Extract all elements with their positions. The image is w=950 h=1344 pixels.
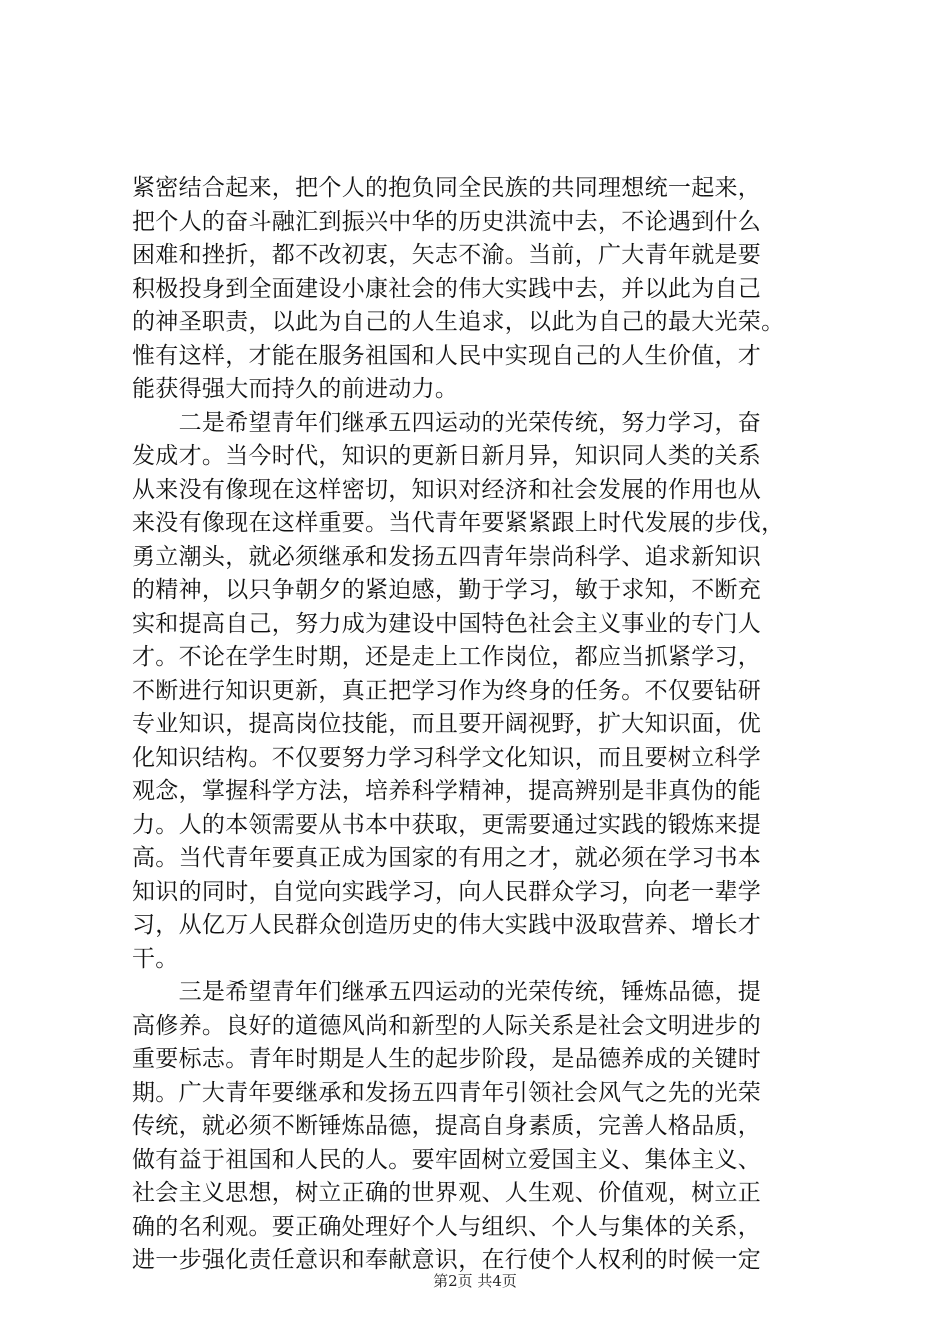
text-line: 高修养。良好的道德风尚和新型的人际关系是社会文明进步的 [132, 1012, 762, 1039]
text-line: 专业知识，提高岗位技能，而且要开阔视野，扩大知识面，优 [132, 711, 762, 737]
text-line: 不断进行知识更新，真正把学习作为终身的任务。不仅要钻研 [132, 677, 762, 704]
text-line: 勇立潮头，就必须继承和发扬五四青年崇尚科学、追求新知识 [132, 543, 762, 570]
text-line: 困难和挫折，都不改初衷，矢志不渝。当前，广大青年就是要 [132, 242, 762, 268]
text-line: 实和提高自己，努力成为建设中国特色社会主义事业的专门人 [132, 610, 762, 637]
text-line: 紧密结合起来，把个人的抱负同全民族的共同理想统一起来， [132, 175, 762, 201]
document-body [132, 172, 832, 1278]
text-line: 重要标志。青年时期是人生的起步阶段，是品德养成的关键时 [132, 1046, 762, 1072]
page-footer: 第2页 共4页 [433, 1272, 517, 1290]
text-line: 期。广大青年要继承和发扬五四青年引领社会风气之先的光荣 [132, 1079, 762, 1106]
text-line: 干。 [132, 945, 179, 972]
text-line: 从来没有像现在这样密切，知识对经济和社会发展的作用也从 [132, 476, 762, 503]
text-line: 把个人的奋斗融汇到振兴中华的历史洪流中去，不论遇到什么 [132, 208, 762, 235]
text-line: 二是希望青年们继承五四运动的光荣传统，努力学习，奋 [132, 409, 762, 436]
text-line: 的神圣职责，以此为自己的人生追求，以此为自己的最大光荣。 [132, 309, 785, 335]
text-line: 惟有这样，才能在服务祖国和人民中实现自己的人生价值，才 [132, 342, 762, 369]
text-line: 传统，就必须不断锤炼品德，提高自身素质，完善人格品质， [132, 1113, 762, 1139]
text-line: 能获得强大而持久的前进动力。 [132, 376, 459, 402]
text-line: 来没有像现在这样重要。当代青年要紧紧跟上时代发展的步伐， [132, 510, 785, 536]
text-line: 进一步强化责任意识和奉献意识，在行使个人权利的时候一定 [132, 1247, 762, 1273]
text-line: 观念，掌握科学方法，培养科学精神，提高辨别是非真伪的能 [132, 778, 762, 804]
text-line: 才。不论在学生时期，还是走上工作岗位，都应当抓紧学习， [132, 644, 762, 670]
text-line: 力。人的本领需要从书本中获取，更需要通过实践的锻炼来提 [132, 811, 762, 838]
text-line: 发成才。当今时代，知识的更新日新月异，知识同人类的关系 [132, 443, 762, 469]
text-line: 积极投身到全面建设小康社会的伟大实践中去，并以此为自己 [132, 275, 762, 302]
text-line: 做有益于祖国和人民的人。要牢固树立爱国主义、集体主义、 [132, 1146, 762, 1173]
text-line: 化知识结构。不仅要努力学习科学文化知识，而且要树立科学 [132, 744, 762, 771]
text-line: 习，从亿万人民群众创造历史的伟大实践中汲取营养、增长才 [132, 912, 762, 938]
text-line: 三是希望青年们继承五四运动的光荣传统，锤炼品德，提 [132, 979, 762, 1005]
text-line: 高。当代青年要真正成为国家的有用之才，就必须在学习书本 [132, 845, 762, 871]
text-line: 确的名利观。要正确处理好个人与组织、个人与集体的关系， [132, 1213, 762, 1240]
text-line: 的精神，以只争朝夕的紧迫感，勤于学习，敏于求知，不断充 [132, 577, 762, 603]
text-line: 社会主义思想，树立正确的世界观、人生观、价值观，树立正 [132, 1180, 762, 1206]
text-line: 知识的同时，自觉向实践学习，向人民群众学习，向老一辈学 [132, 878, 762, 905]
